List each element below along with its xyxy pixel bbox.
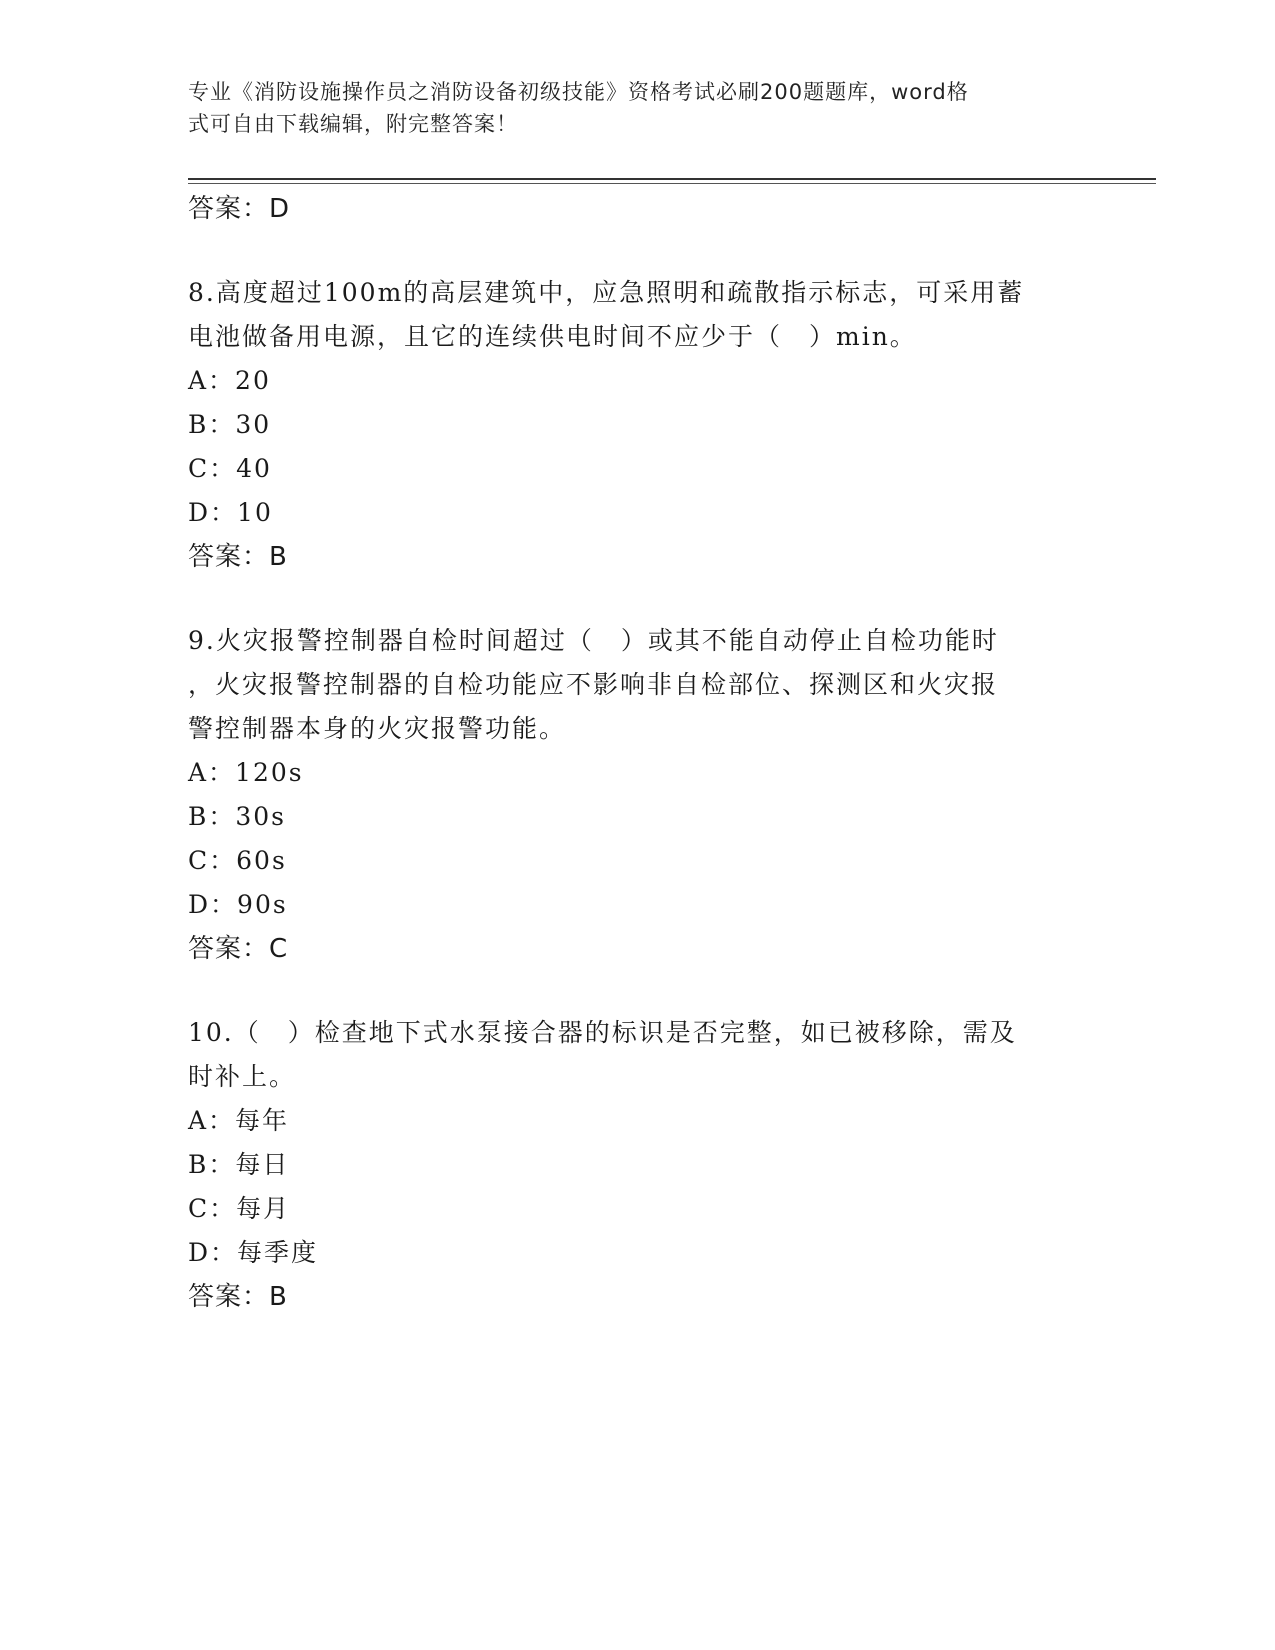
question-10-stem-line-2: 时补上。 bbox=[188, 1062, 297, 1091]
question-8-answer: 答案：B bbox=[188, 542, 288, 572]
question-10-stem-line-1: 10.（ ）检查地下式水泵接合器的标识是否完整，如已被移除，需及 bbox=[188, 1018, 1017, 1047]
question-9-option-b: B：30s bbox=[188, 802, 287, 831]
question-8-option-b: B：30 bbox=[188, 410, 272, 439]
question-9-option-d: D：90s bbox=[188, 890, 288, 919]
question-8-option-a: A：20 bbox=[188, 366, 271, 395]
question-10-option-c: C：每月 bbox=[188, 1194, 291, 1223]
document-header bbox=[188, 76, 1068, 140]
question-9-stem-line-2: ，火灾报警控制器的自检功能应不影响非自检部位、探测区和火灾报 bbox=[188, 670, 999, 699]
question-9-stem-line-1: 9.火灾报警控制器自检时间超过（ ）或其不能自动停止自检功能时 bbox=[188, 626, 999, 655]
header-divider-thin bbox=[188, 183, 1156, 184]
question-9-answer: 答案：C bbox=[188, 934, 289, 964]
previous-answer: 答案：D bbox=[188, 194, 291, 224]
header-line-1: 专业《消防设施操作员之消防设备初级技能》资格考试必刷200题题库，word格 bbox=[188, 80, 969, 104]
question-9-option-c: C：60s bbox=[188, 846, 287, 875]
header-divider bbox=[188, 178, 1156, 180]
question-9-option-a: A：120s bbox=[188, 758, 304, 787]
header-line-2: 式可自由下载编辑，附完整答案！ bbox=[188, 112, 518, 136]
question-10-answer: 答案：B bbox=[188, 1282, 288, 1312]
question-8-option-d: D：10 bbox=[188, 498, 273, 527]
question-10-option-b: B：每日 bbox=[188, 1150, 290, 1179]
question-10-option-a: A：每年 bbox=[188, 1106, 290, 1135]
question-9-stem-line-3: 警控制器本身的火灾报警功能。 bbox=[188, 714, 567, 743]
question-10-option-d: D：每季度 bbox=[188, 1238, 319, 1267]
question-8-option-c: C：40 bbox=[188, 454, 272, 483]
question-8-stem-line-1: 8.高度超过100m的高层建筑中，应急照明和疏散指示标志，可采用蓄 bbox=[188, 278, 1025, 307]
question-8-stem-line-2: 电池做备用电源，且它的连续供电时间不应少于（ ）min。 bbox=[188, 322, 917, 351]
